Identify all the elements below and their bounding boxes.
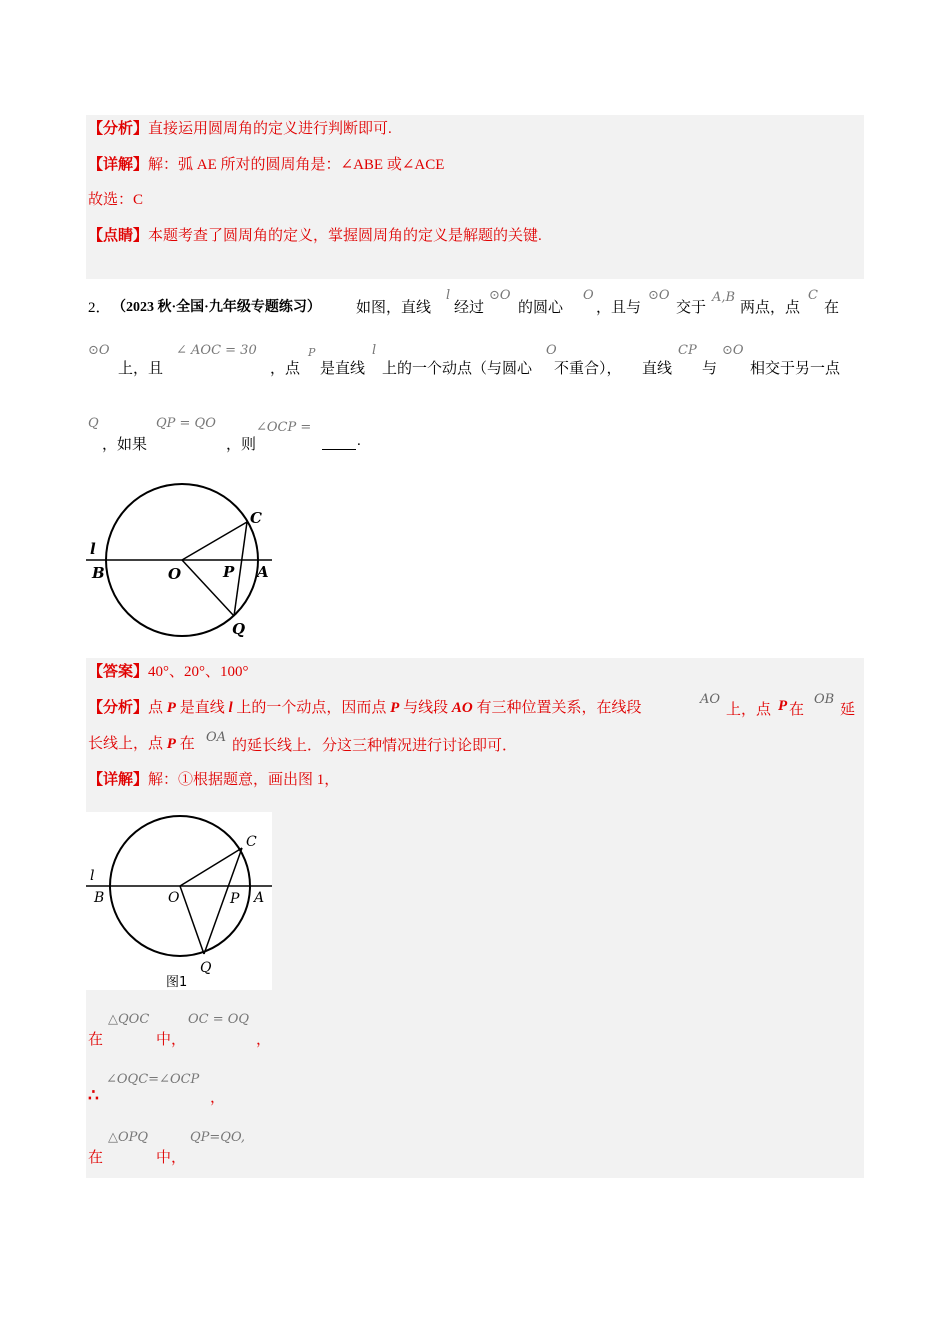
- q2-text-2: 经过: [454, 300, 485, 316]
- analysis-tag-2: 【分析】: [88, 700, 149, 716]
- q2-math-cp: CP: [678, 343, 697, 358]
- segment-ao-ref: AO: [451, 700, 473, 716]
- q2-text-11: 上的一个动点（与圆心: [382, 361, 533, 377]
- q2-math-o-2: O: [546, 343, 557, 358]
- q2-text-3: 的圆心: [518, 300, 564, 316]
- q2-math-circle-o: ⊙O: [489, 288, 511, 303]
- q2-text-8: 上，且: [118, 361, 164, 377]
- q1-comment-line: [88, 226, 542, 246]
- step3-zai: 在: [88, 1150, 104, 1166]
- q2-text-5: 交于: [676, 300, 707, 316]
- q2-text-17: ，则: [226, 437, 257, 453]
- q2-text-16: ，如果: [102, 437, 148, 453]
- math-ao: AO: [700, 692, 721, 707]
- q2-math-circle-o-2: ⊙O: [648, 288, 670, 303]
- fig1-label-q: Q: [200, 960, 212, 976]
- detail-text-2: 解：①根据题意，画出图 1，: [148, 772, 340, 788]
- q2-text-15: 相交于另一点: [750, 361, 841, 377]
- fig1-segment-oc: [180, 848, 242, 886]
- math-ob: OB: [814, 692, 835, 707]
- label-a: A: [257, 563, 269, 581]
- q2-math-p: P: [308, 346, 316, 359]
- answer-text: 40°、20°、100°: [148, 664, 249, 680]
- q2-text-6: 两点，点: [740, 300, 801, 316]
- q2-math-l: l: [446, 288, 451, 303]
- q2-math-qp-qo: QP = QO: [156, 416, 216, 431]
- segment-oc: [182, 522, 247, 560]
- line-l-ref: l: [228, 700, 233, 716]
- analysis-line-1: 【分析】点 P 是直线 l 上的一个动点，因而点 P 与线段 AO 有三种位置关系，在线段: [88, 700, 642, 716]
- label-b: B: [92, 564, 105, 582]
- q2-text-12: 不重合），: [554, 361, 622, 377]
- step1-oc-oq: OC = OQ: [188, 1012, 250, 1027]
- q2-math-o: O: [583, 288, 594, 303]
- choice-text: 故选：C: [88, 192, 144, 208]
- q2-text-13: 直线: [642, 361, 673, 377]
- detail-text: 解：弧 AE 所对的圆周角是：∠ABE 或∠ACE: [148, 157, 445, 173]
- q1-analysis-line: [88, 119, 392, 139]
- detail-tag-2: 【详解】: [88, 772, 149, 788]
- q1-detail-line: [88, 155, 444, 175]
- step3-triangle-opq: △OPQ: [108, 1130, 149, 1145]
- step3-zhong: 中，: [156, 1150, 187, 1166]
- q2-math-angle: ∠ AOC = 30: [176, 343, 257, 358]
- q2-math-circle-o-3: ⊙O: [88, 343, 110, 358]
- figure-1: [86, 812, 272, 990]
- q2-math-circle-o-4: ⊙O: [722, 343, 744, 358]
- label-o: O: [168, 565, 182, 583]
- step1-zhong: 中，: [156, 1032, 187, 1048]
- q2-text-1: 如图，直线: [356, 300, 432, 316]
- q1-solution-box: [86, 115, 864, 279]
- fig1-label-a: A: [254, 890, 265, 906]
- q2-answer-blank: [322, 433, 356, 450]
- q2-math-ab: A,B: [712, 290, 736, 305]
- q2-math-l-2: l: [372, 343, 377, 358]
- step3-qp-qo: QP=QO,: [190, 1130, 245, 1145]
- q2-text-9: ，点: [270, 361, 301, 377]
- fig1-label-o: O: [168, 890, 180, 906]
- fig1-label-c: C: [246, 834, 257, 850]
- label-q: Q: [232, 620, 246, 638]
- q2-text-7: 在: [824, 300, 840, 316]
- step2-therefore: ∴: [88, 1086, 99, 1105]
- label-c: C: [250, 509, 262, 527]
- q1-choice-line: [88, 190, 143, 210]
- detail-line-2: [88, 770, 339, 790]
- q2-text-4: ，且与: [596, 300, 642, 316]
- fig1-label-b: B: [94, 890, 105, 906]
- q2-text-14: 与: [702, 361, 718, 377]
- fig1-caption: 图1: [166, 975, 188, 990]
- answer-tag: 【答案】: [88, 664, 149, 680]
- answer-line: [88, 662, 249, 682]
- q2-figure: [86, 482, 286, 642]
- math-oa: OA: [206, 730, 227, 745]
- fig1-label-l: l: [90, 868, 95, 884]
- q2-math-ocp: ∠OCP =: [256, 420, 312, 435]
- q2-text-18: .: [357, 433, 361, 449]
- q2-math-q: Q: [88, 416, 99, 431]
- step2-angles: ∠OQC=∠OCP: [106, 1072, 200, 1087]
- comment-tag: 【点睛】: [88, 228, 149, 244]
- label-p: P: [223, 563, 235, 581]
- step1-zai: 在: [88, 1032, 104, 1048]
- step1-comma: ，: [256, 1032, 272, 1048]
- fig1-label-p: P: [230, 891, 240, 907]
- q2-text-10: 是直线: [320, 361, 366, 377]
- analysis-tag: 【分析】: [88, 121, 149, 137]
- detail-tag: 【详解】: [88, 157, 149, 173]
- q2-source: （2023 秋·全国·九年级专题练习）: [112, 300, 321, 315]
- step1-triangle-qoc: △QOC: [108, 1012, 150, 1027]
- q2-number: 2．: [88, 300, 111, 316]
- comment-text: 本题考查了圆周角的定义，掌握圆周角的定义是解题的关键.: [148, 228, 542, 244]
- q2-math-c: C: [808, 288, 818, 303]
- step2-comma: ，: [210, 1090, 226, 1106]
- point-p: P: [166, 700, 176, 716]
- analysis-line-2: 长线上，点 P 在: [88, 736, 195, 752]
- fig1-segment-oq: [180, 886, 204, 954]
- label-l: l: [90, 540, 96, 558]
- analysis-text: 直接运用圆周角的定义进行判断即可.: [148, 121, 392, 137]
